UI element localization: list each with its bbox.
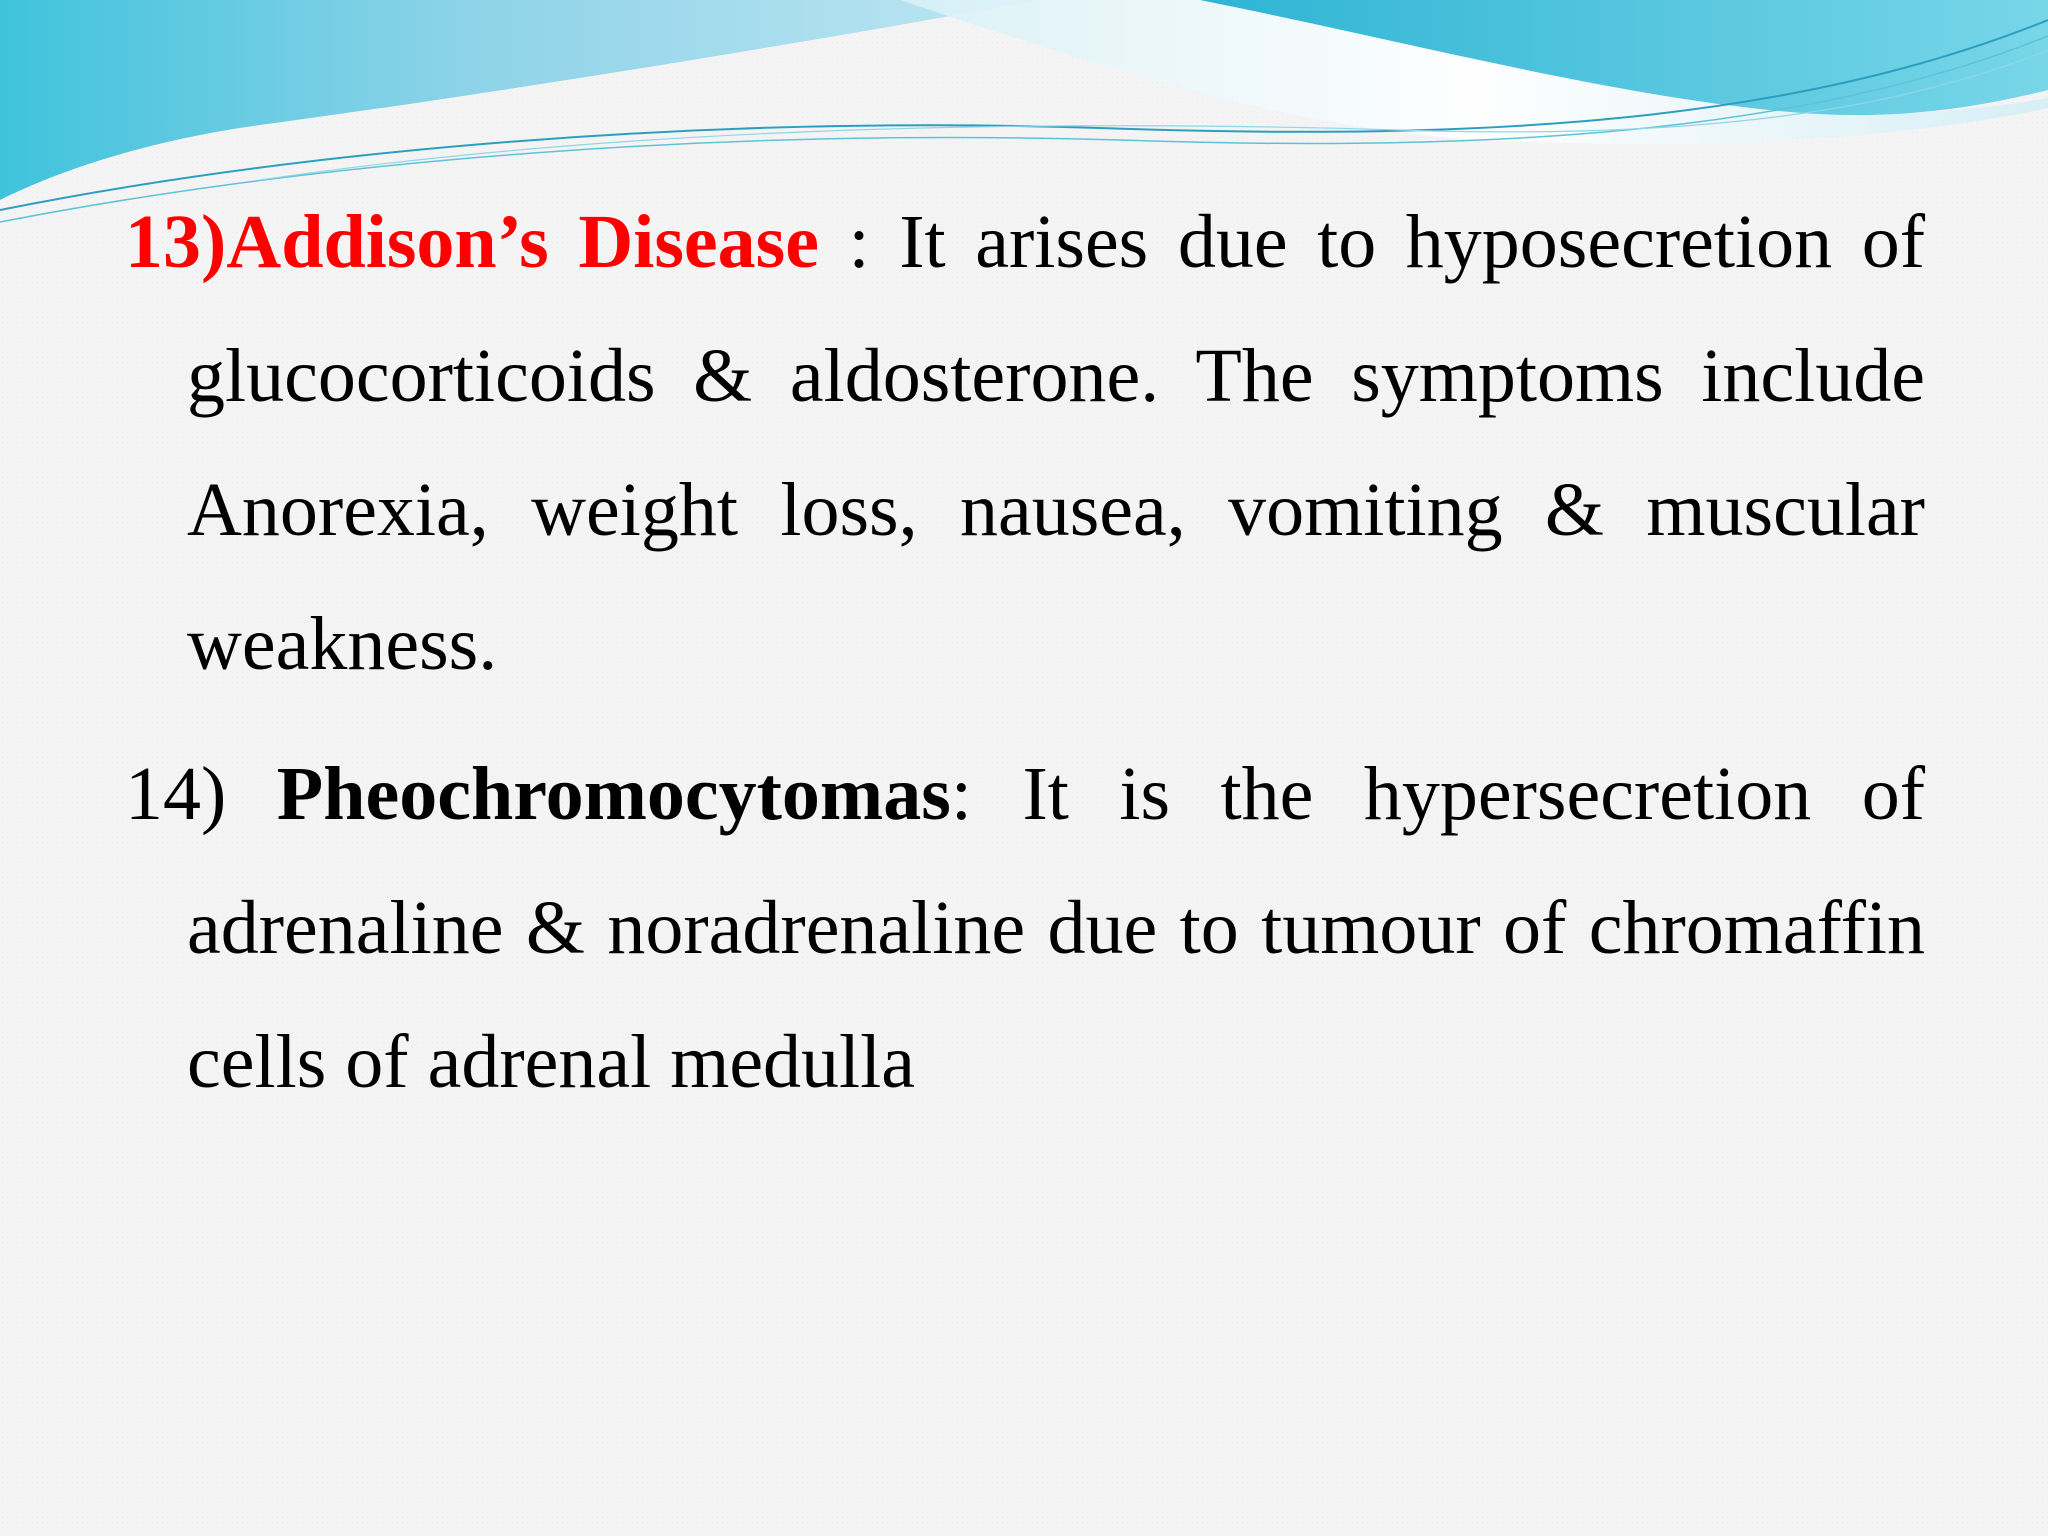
list-item: [125, 175, 1925, 711]
item-separator: :: [950, 752, 972, 836]
wave-band-left: [0, 0, 1040, 200]
item-term: Pheochromocytomas: [276, 752, 951, 836]
item-separator: :: [818, 200, 870, 284]
slide-content: [125, 175, 1925, 1129]
item-text: It is the hypersecretion of adrenaline & noradrenaline due to tumour of chromaffin cells of adrenal medulla: [187, 752, 1925, 1104]
item-term: Addison’s Disease: [226, 200, 819, 284]
list-item: [125, 727, 1925, 1129]
item-text: It arises due to hyposecretion of glucocorticoids & aldosterone. The symptoms include Anorexia, weight loss, nausea, vomiting & muscular weakness.: [187, 200, 1925, 686]
item-number: 14): [125, 752, 277, 836]
item-number: 13): [125, 200, 227, 284]
